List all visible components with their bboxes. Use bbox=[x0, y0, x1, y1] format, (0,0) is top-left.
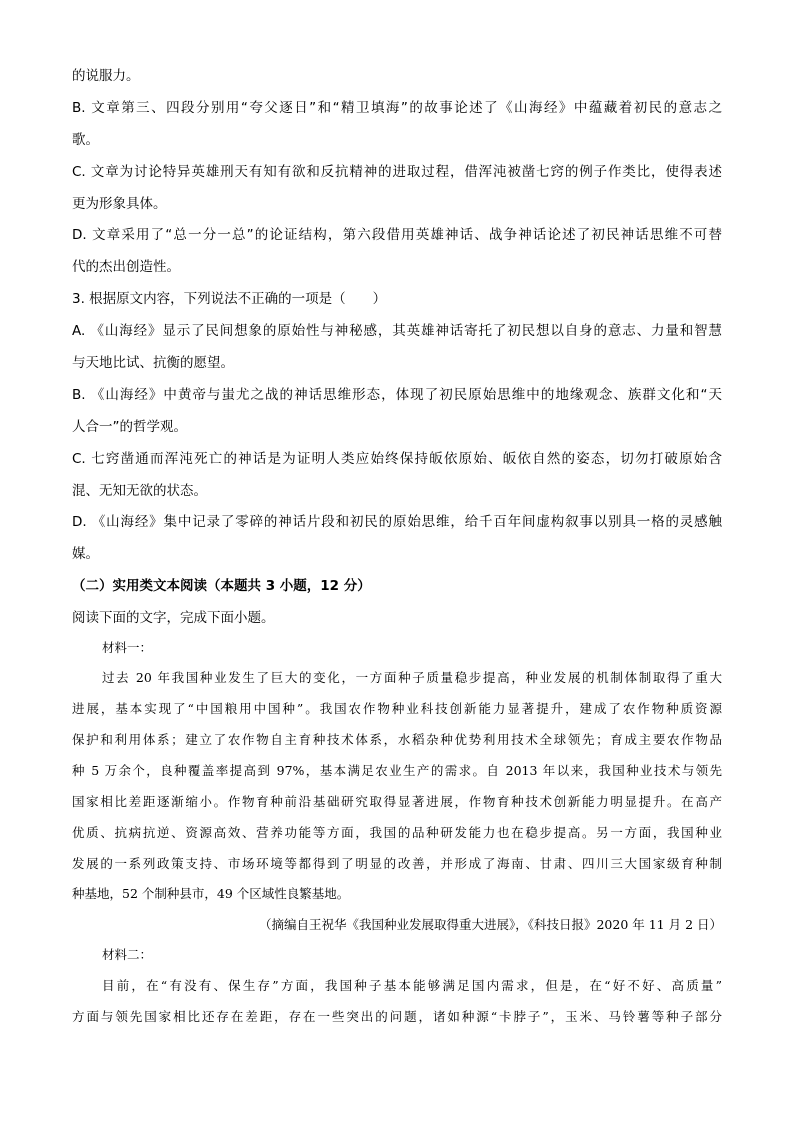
text-line: 更为形象具体。 bbox=[72, 196, 167, 212]
passage-line: 方面与领先国家相比还存在差距，存在一些突出的问题，诸如种源“卡脖子”，玉米、马铃薯等种子部分 bbox=[72, 1009, 722, 1024]
option-c-line: C. 七窍凿通而浑沌死亡的神话是为证明人类应始终保持皈依原始、皈依自然的姿态，切勿打破原始含 bbox=[72, 451, 722, 467]
text-line: 混、无知无欲的状态。 bbox=[72, 483, 207, 499]
question-3: 3. 根据原文内容，下列说法不正确的一项是（ ） bbox=[72, 291, 387, 307]
citation: （摘编自王祝华《我国种业发展取得重大进展》，《科技日报》2020 年 11 月 2 日） bbox=[258, 917, 722, 932]
option-b-line: B. 《山海经》中黄帝与蚩尤之战的神话思维形态，体现了初民原始思维中的地缘观念、族群文化和“天 bbox=[72, 387, 722, 403]
passage-line: 保护和利用体系；建立了农作物自主育种技术体系，水稻杂种优势利用技术全球领先；育成主要农作物品 bbox=[72, 732, 722, 747]
passage-line: 发展的一系列政策支持、市场环境等都得到了明显的改善，并形成了海南、甘肃、四川三大国家级育种制 bbox=[72, 856, 722, 871]
section-heading: （二）实用类文本阅读（本题共 3 小题，12 分） bbox=[72, 578, 371, 594]
text-line: 与天地比试、抗衡的愿望。 bbox=[72, 355, 234, 371]
option-a-line: A. 《山海经》显示了民间想象的原始性与神秘感，其英雄神话寄托了初民想以自身的意志、力量和智慧 bbox=[72, 323, 722, 339]
instruction-line: 阅读下面的文字，完成下面小题。 bbox=[72, 610, 275, 626]
passage-line: 优质、抗病抗逆、资源高效、营养功能等方面，我国的品种研发能力也在稳步提高。另一方面，我国种业 bbox=[72, 825, 722, 840]
option-c-line: C. 文章为讨论特异英雄刑天有知有欲和反抗精神的进取过程，借浑沌被凿七窍的例子作类比，使得表述 bbox=[72, 164, 722, 180]
text-line: 歌。 bbox=[72, 132, 99, 148]
text-line: 代的杰出创造性。 bbox=[72, 259, 180, 275]
passage-line: 过去 20 年我国种业发生了巨大的变化，一方面种子质量稳步提高，种业发展的机制体制取得了重大 bbox=[102, 670, 722, 685]
option-b-line: B. 文章第三、四段分别用“夸父逐日”和“精卫填海”的故事论述了《山海经》中蕴藏着初民的意志之 bbox=[72, 100, 722, 116]
material-two-label: 材料二： bbox=[102, 947, 153, 962]
text-line: 人合一”的哲学观。 bbox=[72, 419, 187, 435]
option-d-line: D. 《山海经》集中记录了零碎的神话片段和初民的原始思维，给千百年间虚构叙事以别具一格的灵感触 bbox=[72, 514, 722, 530]
text-line: 媒。 bbox=[72, 546, 99, 562]
passage-line: 目前，在“有没有、保生存”方面，我国种子基本能够满足国内需求，但是，在“好不好、高质量” bbox=[102, 978, 722, 993]
passage-line: 种 5 万余个，良种覆盖率提高到 97%，基本满足农业生产的需求。自 2013 年以来，我国种业技术与领先 bbox=[72, 763, 722, 778]
material-one-label: 材料一： bbox=[102, 640, 153, 655]
passage-line: 国家相比差距逐渐缩小。作物育种前沿基础研究取得显著进展，作物育种技术创新能力明显提升。在高产 bbox=[72, 794, 722, 809]
text-line: 的说服力。 bbox=[72, 68, 140, 84]
passage-line: 种基地，52 个制种县市，49 个区域性良繁基地。 bbox=[72, 886, 350, 901]
option-d-line: D. 文章采用了“总一分一总”的论证结构，第六段借用英雄神话、战争神话论述了初民神话思维不可替 bbox=[72, 227, 722, 243]
passage-line: 进展，基本实现了“中国粮用中国种”。我国农作物种业科技创新能力显著提升，建成了农作物种质资源 bbox=[72, 701, 722, 716]
